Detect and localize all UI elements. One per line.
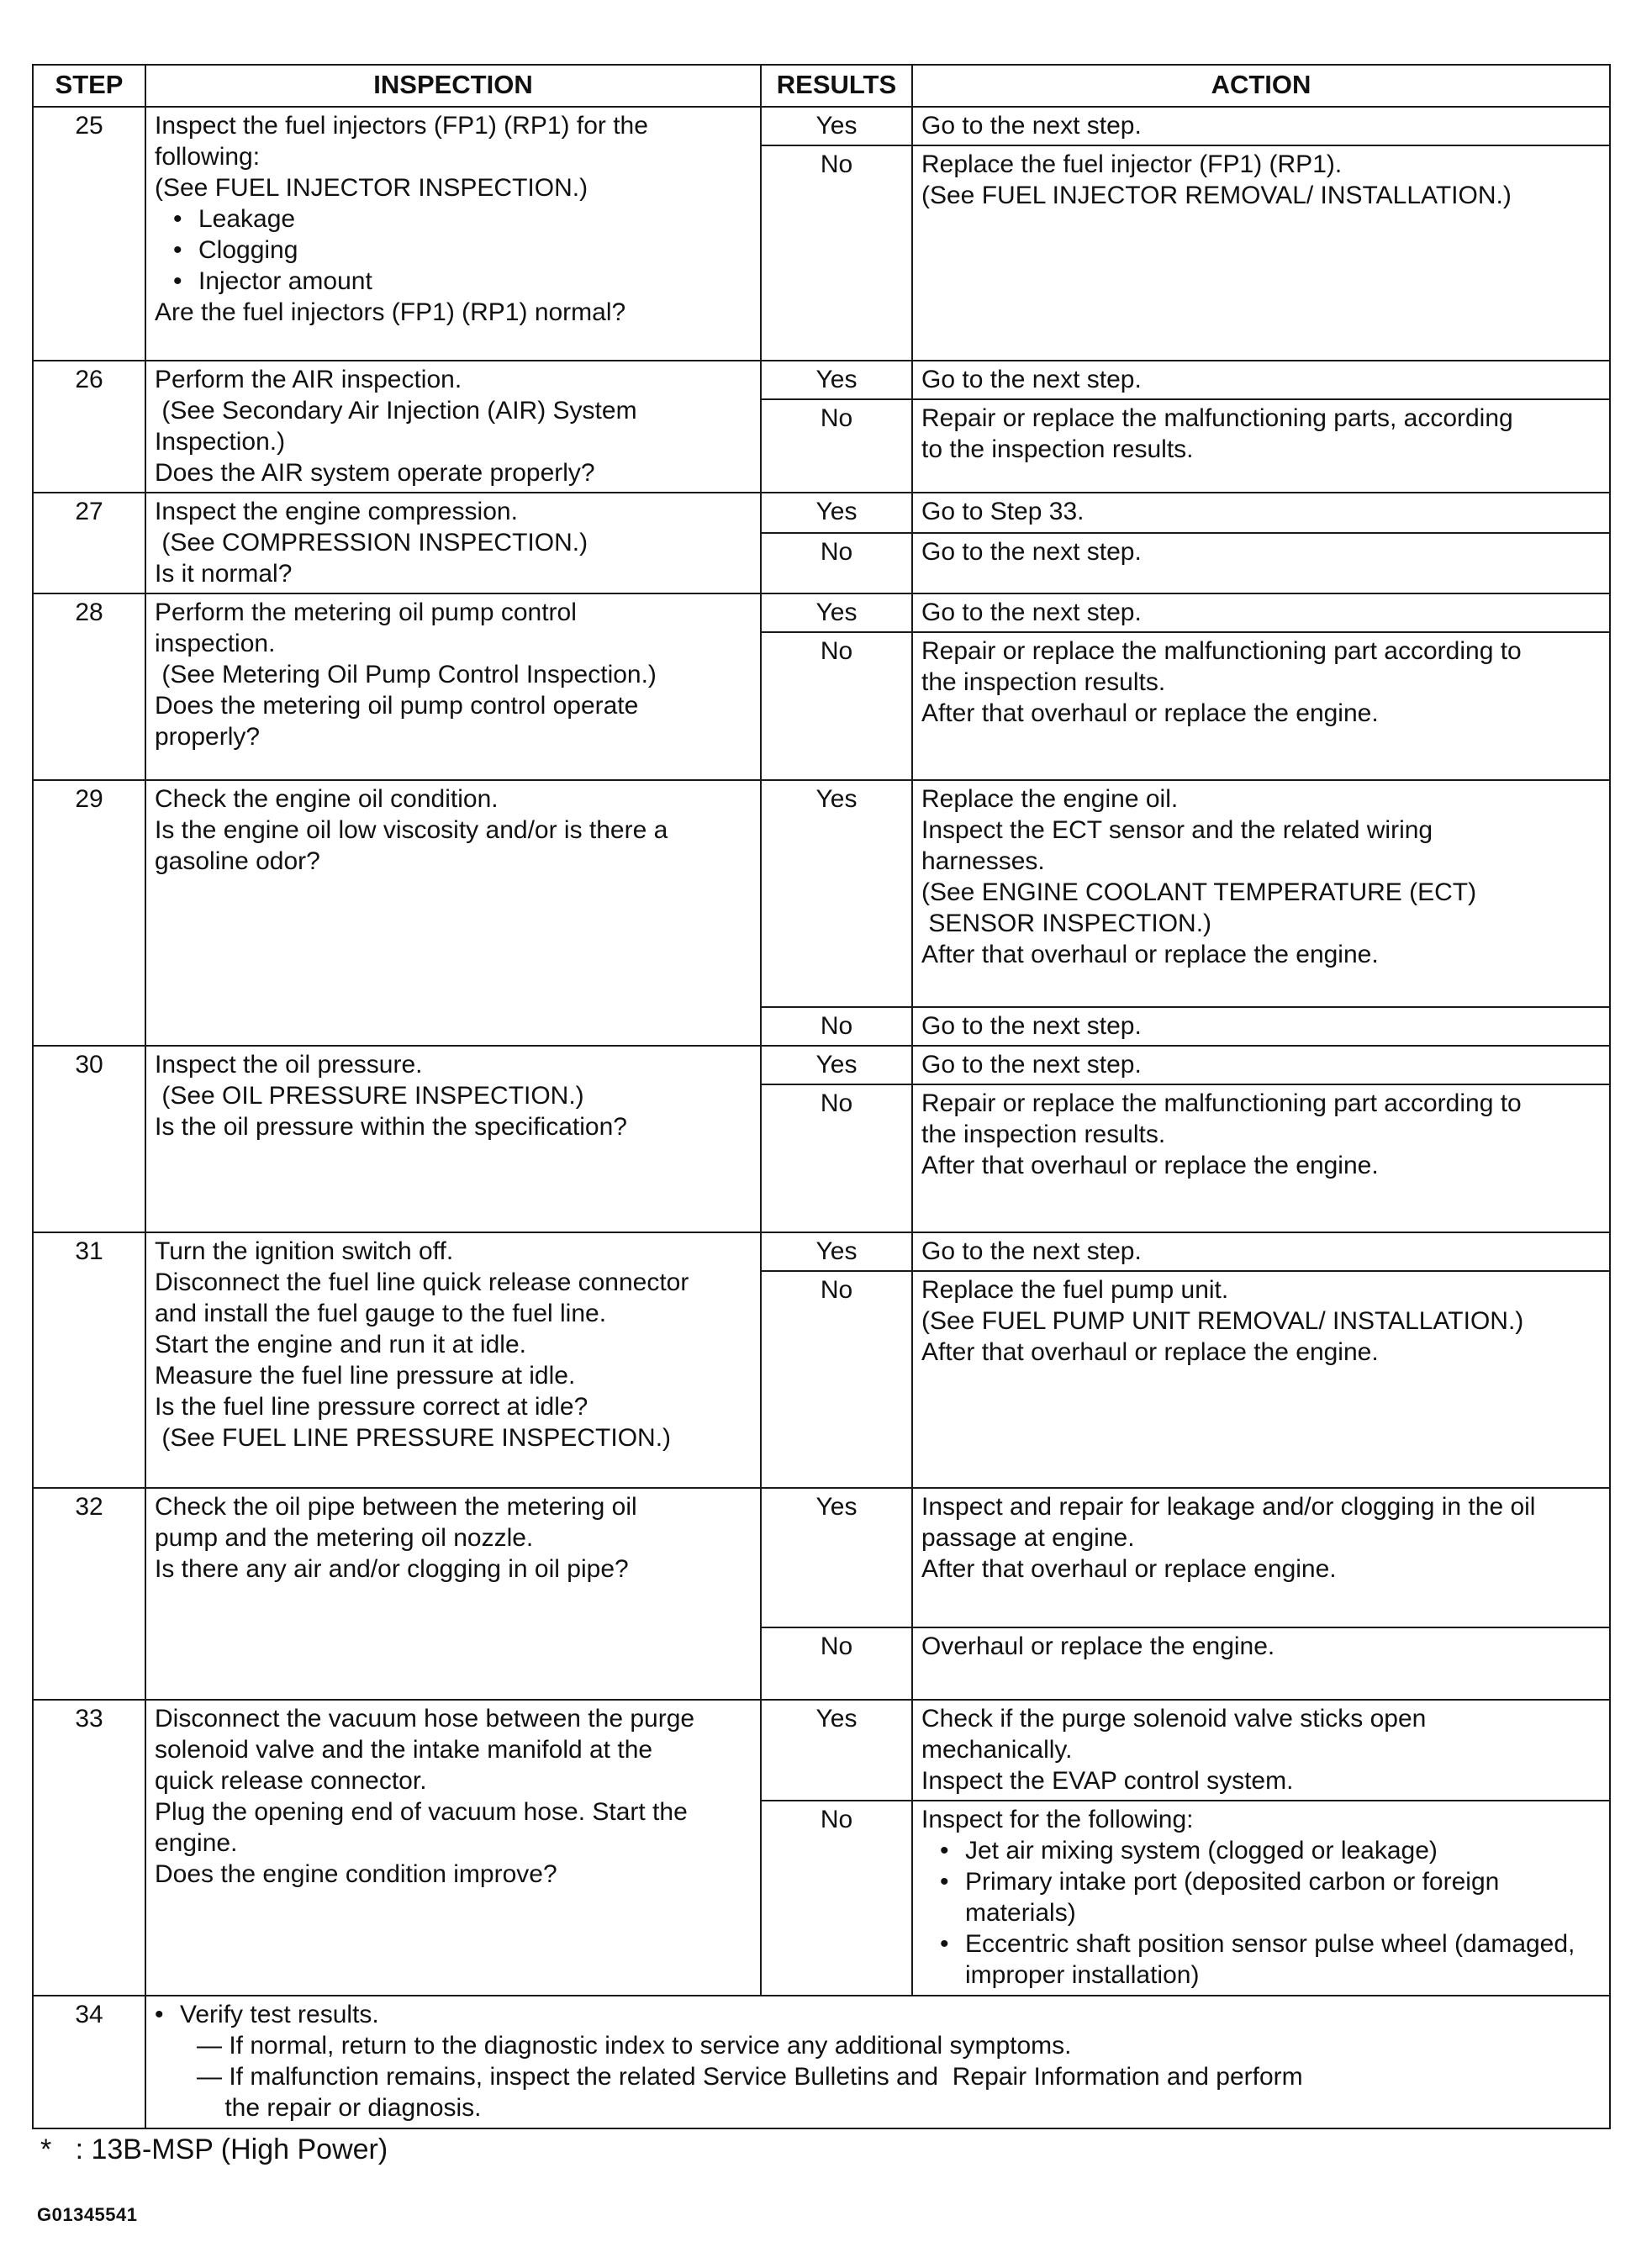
- action-line: Go to the next step.: [921, 599, 1142, 626]
- table-row: [33, 780, 1610, 1007]
- action-line: After that overhaul or replace the engine.: [921, 699, 1379, 727]
- step-number: 34: [33, 1996, 145, 2128]
- bullet-list: [155, 203, 752, 297]
- inspection-line: following:: [155, 143, 261, 171]
- action-line: mechanically.: [921, 1736, 1073, 1764]
- action-line: Repair or replace the malfunctioning parts, according: [921, 404, 1513, 433]
- action-line: the inspection results.: [921, 668, 1166, 696]
- inspection-line: solenoid valve and the intake manifold at the: [155, 1736, 653, 1764]
- result-no: No: [761, 1801, 912, 1996]
- diagnostic-table: [32, 64, 1611, 2129]
- step-number: 29: [33, 780, 145, 1046]
- action-line: to the inspection results.: [921, 435, 1194, 464]
- result-yes: Yes: [761, 593, 912, 632]
- inspection-line: Is the engine oil low viscosity and/or is there a: [155, 816, 668, 844]
- bullet-list: [921, 1835, 1601, 1991]
- action-cell: [912, 593, 1610, 632]
- action-line: Go to Step 33.: [921, 498, 1085, 525]
- step-number: 25: [33, 107, 145, 361]
- inspection-line: (See OIL PRESSURE INSPECTION.): [155, 1082, 584, 1110]
- action-cell: [912, 1801, 1610, 1996]
- table-row: [33, 107, 1610, 145]
- action-cell: [912, 533, 1610, 593]
- action-line: Replace the engine oil.: [921, 785, 1179, 813]
- inspection-cell: [145, 1488, 761, 1700]
- action-line: Overhaul or replace the engine.: [921, 1632, 1275, 1660]
- inspection-line: and install the fuel gauge to the fuel line.: [155, 1300, 607, 1327]
- action-line: Go to the next step.: [921, 112, 1142, 140]
- bullet-item: • Jet air mixing system (clogged or leakage): [940, 1835, 1601, 1866]
- step-number: 28: [33, 593, 145, 780]
- inspection-line: engine.: [155, 1829, 238, 1857]
- inspection-line: Start the engine and run it at idle.: [155, 1331, 526, 1358]
- bullet-list: [155, 1999, 1601, 2030]
- inspection-line: Plug the opening end of vacuum hose. Start the: [155, 1798, 688, 1826]
- inspection-cell: [145, 593, 761, 780]
- action-line: the inspection results.: [921, 1121, 1166, 1148]
- action-cell: [912, 1627, 1610, 1700]
- action-line: After that overhaul or replace the engine.: [921, 1152, 1379, 1179]
- action-cell: [912, 1007, 1610, 1046]
- action-line: After that overhaul or replace engine.: [921, 1555, 1337, 1583]
- inspection-line: gasoline odor?: [155, 847, 320, 875]
- bullet-item: • Injector amount: [173, 266, 752, 297]
- action-cell: [912, 145, 1610, 361]
- result-yes: Yes: [761, 1046, 912, 1084]
- inspection-line: Check the oil pipe between the metering oil: [155, 1493, 637, 1521]
- step-number: 30: [33, 1046, 145, 1232]
- action-cell: [912, 1046, 1610, 1084]
- action-cell: [912, 1700, 1610, 1801]
- step-number: 31: [33, 1232, 145, 1488]
- table-row: [33, 361, 1610, 399]
- inspection-line: Disconnect the vacuum hose between the purge: [155, 1705, 695, 1733]
- action-cell: [912, 1271, 1610, 1488]
- action-line: Repair or replace the malfunctioning part according to: [921, 1089, 1522, 1117]
- inspection-line: Does the engine condition improve?: [155, 1860, 557, 1888]
- result-yes: Yes: [761, 107, 912, 145]
- inspection-line: Perform the metering oil pump control: [155, 599, 577, 626]
- action-line: (See FUEL INJECTOR REMOVAL/ INSTALLATION.): [921, 182, 1512, 209]
- action-line: (See ENGINE COOLANT TEMPERATURE (ECT): [921, 878, 1477, 906]
- action-cell: [912, 1488, 1610, 1627]
- inspection-cell: [145, 780, 761, 1046]
- result-no: No: [761, 1627, 912, 1700]
- action-line: Inspect for the following:: [921, 1806, 1194, 1833]
- inspection-line: (See FUEL LINE PRESSURE INSPECTION.): [155, 1424, 672, 1452]
- action-line: harnesses.: [921, 847, 1045, 875]
- result-yes: Yes: [761, 493, 912, 533]
- inspection-line: (See FUEL INJECTOR INSPECTION.): [155, 174, 588, 202]
- action-line: Inspect and repair for leakage and/or clogging in the oil: [921, 1493, 1536, 1521]
- action-line: Go to the next step.: [921, 537, 1142, 566]
- inspection-line: properly?: [155, 723, 261, 751]
- inspection-line: Turn the ignition switch off.: [155, 1237, 454, 1265]
- table-row: [33, 1046, 1610, 1084]
- action-line: After that overhaul or replace the engine.: [921, 1338, 1379, 1366]
- action-cell: [912, 399, 1610, 493]
- table-row-final: [33, 1996, 1610, 2128]
- action-line: Replace the fuel injector (FP1) (RP1).: [921, 150, 1343, 178]
- result-no: No: [761, 1007, 912, 1046]
- action-cell: [912, 361, 1610, 399]
- step-number: 32: [33, 1488, 145, 1700]
- table-row: [33, 1232, 1610, 1271]
- inspection-line: Does the AIR system operate properly?: [155, 459, 595, 487]
- result-yes: Yes: [761, 780, 912, 1007]
- inspection-line: (See Secondary Air Injection (AIR) System: [155, 397, 637, 425]
- result-no: No: [761, 632, 912, 780]
- header-step: STEP: [33, 65, 145, 107]
- result-no: No: [761, 1271, 912, 1488]
- inspection-line: Are the fuel injectors (FP1) (RP1) normal?: [155, 298, 626, 326]
- inspection-line: Does the metering oil pump control operate: [155, 692, 639, 720]
- inspection-line: Is the oil pressure within the specification?: [155, 1113, 627, 1141]
- header-results: RESULTS: [761, 65, 912, 107]
- result-no: No: [761, 533, 912, 593]
- action-cell: [912, 632, 1610, 780]
- table-row: [33, 1700, 1610, 1801]
- inspection-cell: [145, 1700, 761, 1996]
- step-number: 26: [33, 361, 145, 493]
- action-line: Check if the purge solenoid valve sticks open: [921, 1705, 1427, 1733]
- action-line: Go to the next step.: [921, 366, 1142, 393]
- action-cell: [912, 107, 1610, 145]
- inspection-line: pump and the metering oil nozzle.: [155, 1524, 534, 1552]
- header-action: ACTION: [912, 65, 1610, 107]
- inspection-cell: [145, 1046, 761, 1232]
- inspection-line: Inspect the oil pressure.: [155, 1051, 423, 1079]
- step-number: 33: [33, 1700, 145, 1996]
- inspection-line: (See COMPRESSION INSPECTION.): [155, 529, 588, 556]
- final-instructions: [145, 1996, 1610, 2128]
- action-cell: [912, 1084, 1610, 1232]
- inspection-line: Measure the fuel line pressure at idle.: [155, 1362, 576, 1390]
- action-line: Repair or replace the malfunctioning part according to: [921, 637, 1522, 665]
- inspection-line: quick release connector.: [155, 1767, 427, 1795]
- result-yes: Yes: [761, 1232, 912, 1271]
- action-line: SENSOR INSPECTION.): [921, 910, 1212, 937]
- result-no: No: [761, 399, 912, 493]
- inspection-cell: [145, 1232, 761, 1488]
- result-no: No: [761, 1084, 912, 1232]
- inspection-line: Disconnect the fuel line quick release connector: [155, 1268, 689, 1296]
- bullet-item: • Clogging: [173, 235, 752, 266]
- final-line: — If malfunction remains, inspect the related Service Bulletins and Repair Information and perform: [197, 2063, 1303, 2091]
- inspection-line: Check the engine oil condition.: [155, 785, 499, 813]
- inspection-line: Is the fuel line pressure correct at idle?: [155, 1393, 588, 1421]
- final-line: — If normal, return to the diagnostic index to service any additional symptoms.: [197, 2032, 1072, 2060]
- table-body: [33, 107, 1610, 2128]
- figure-id: G01345541: [37, 2204, 138, 2225]
- inspection-line: (See Metering Oil Pump Control Inspection.): [155, 661, 657, 688]
- bullet-item: • Eccentric shaft position sensor pulse wheel (damaged, improper installation): [940, 1928, 1601, 1991]
- action-cell: [912, 1232, 1610, 1271]
- result-yes: Yes: [761, 1488, 912, 1627]
- inspection-line: Is there any air and/or clogging in oil pipe?: [155, 1555, 629, 1583]
- final-line: the repair or diagnosis.: [197, 2094, 482, 2122]
- inspection-line: Perform the AIR inspection.: [155, 366, 462, 393]
- final-lines: [155, 2030, 1601, 2123]
- inspection-line: Is it normal?: [155, 560, 293, 588]
- table-row: [33, 593, 1610, 632]
- action-line: After that overhaul or replace the engine.: [921, 941, 1379, 968]
- action-line: Go to the next step.: [921, 1012, 1142, 1040]
- inspection-cell: [145, 107, 761, 361]
- bullet-item: • Primary intake port (deposited carbon or foreign materials): [940, 1866, 1601, 1928]
- footnote: * : 13B-MSP (High Power): [40, 2134, 388, 2165]
- inspection-line: Inspection.): [155, 428, 286, 456]
- action-line: Replace the fuel pump unit.: [921, 1276, 1229, 1304]
- action-line: Go to the next step.: [921, 1051, 1142, 1079]
- action-cell: [912, 780, 1610, 1007]
- header-row: [33, 65, 1610, 107]
- action-line: Inspect the ECT sensor and the related wiring: [921, 816, 1433, 844]
- result-yes: Yes: [761, 361, 912, 399]
- inspection-cell: [145, 493, 761, 593]
- inspection-line: Inspect the fuel injectors (FP1) (RP1) for the: [155, 112, 648, 140]
- inspection-line: Inspect the engine compression.: [155, 498, 518, 525]
- table-row: [33, 493, 1610, 533]
- table-row: [33, 1488, 1610, 1627]
- bullet-item: • Verify test results.: [155, 1999, 1601, 2030]
- result-yes: Yes: [761, 1700, 912, 1801]
- action-line: Go to the next step.: [921, 1237, 1142, 1265]
- action-cell: [912, 493, 1610, 533]
- inspection-cell: [145, 361, 761, 493]
- action-line: Inspect the EVAP control system.: [921, 1767, 1294, 1795]
- action-line: (See FUEL PUMP UNIT REMOVAL/ INSTALLATION.): [921, 1307, 1524, 1335]
- result-no: No: [761, 145, 912, 361]
- inspection-line: inspection.: [155, 630, 276, 657]
- bullet-item: • Leakage: [173, 203, 752, 235]
- step-number: 27: [33, 493, 145, 593]
- action-line: passage at engine.: [921, 1524, 1135, 1552]
- header-inspection: INSPECTION: [145, 65, 761, 107]
